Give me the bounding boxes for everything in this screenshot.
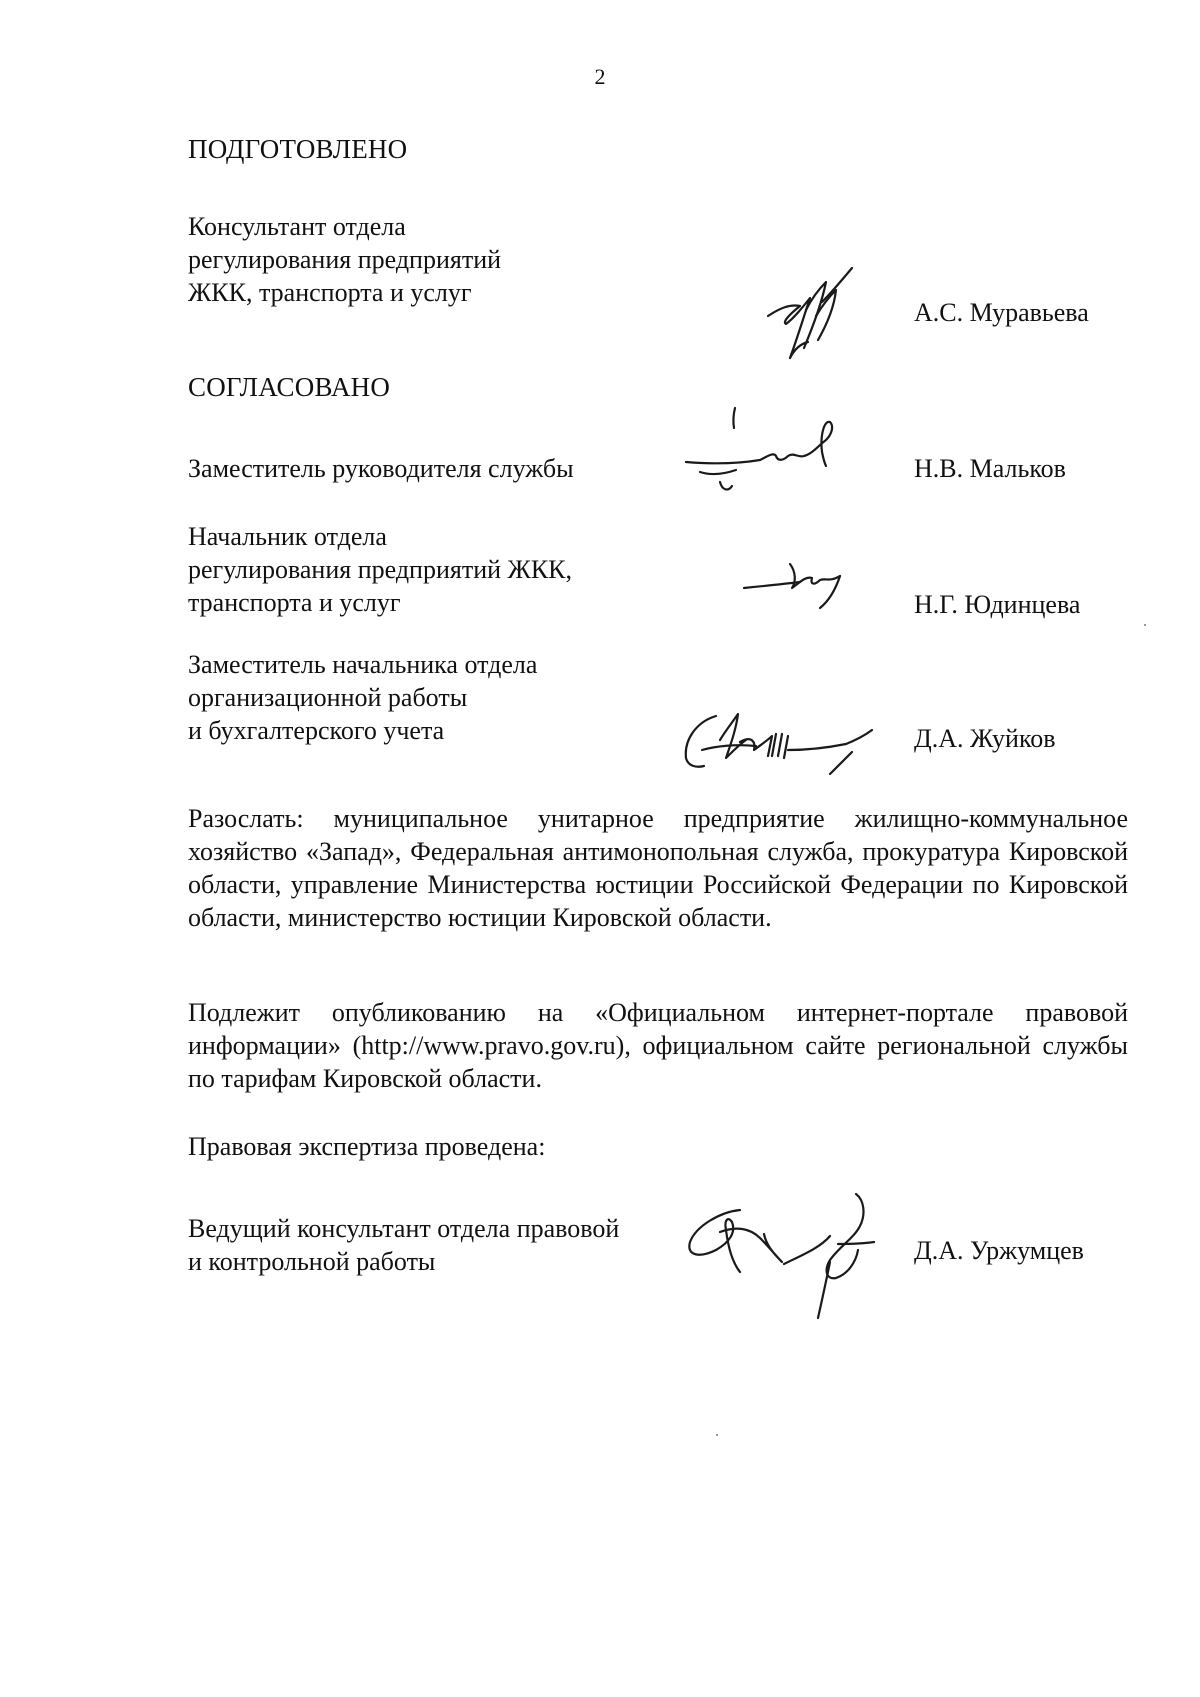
position-line: Ведущий консультант отдела правовой <box>188 1214 620 1243</box>
signer-name: Н.Г. Юдинцева <box>914 590 1081 619</box>
legal-review-heading: Правовая экспертиза проведена: <box>188 1132 546 1161</box>
distribution-paragraph: Разослать: муниципальное унитарное предприятие жилищно-коммунальное хозяйство «Запад», Федеральная антимонопольная служба, прокуратура Кировской области, управление Министерства юстиции Российской Федерации по Кировской области, министерство юстиции Кировской области. <box>188 804 1128 932</box>
position-line: ЖКК, транспорта и услуг <box>188 278 472 307</box>
signer-name: Н.В. Мальков <box>914 454 1066 483</box>
position-line: транспорта и услуг <box>188 588 401 617</box>
position-line: регулирования предприятий <box>188 245 502 274</box>
signer-name: А.С. Муравьева <box>914 298 1089 327</box>
prepared-heading: ПОДГОТОВЛЕНО <box>188 134 408 164</box>
position-line: и бухгалтерского учета <box>188 716 445 745</box>
signer-position <box>188 520 572 619</box>
signer-position <box>188 648 537 747</box>
legal-review-position <box>188 1212 619 1278</box>
position-line: регулирования предприятий ЖКК, <box>188 555 573 584</box>
scan-speck <box>716 1434 718 1436</box>
position-line: Заместитель руководителя службы <box>188 454 574 483</box>
publication-paragraph: Подлежит опубликованию на «Официальном интернет-портале правовой информации» (http://www.pravo.gov.ru), официальном сайте региональной службы по тарифам Кировской области. <box>188 998 1128 1093</box>
signature-malkov <box>680 400 860 510</box>
position-line: и контрольной работы <box>188 1247 436 1276</box>
scan-speck <box>1144 624 1146 626</box>
signer-position <box>188 452 574 485</box>
signature-muravyeva <box>760 258 880 378</box>
position-line: Начальник отдела <box>188 522 387 551</box>
agreed-heading: СОГЛАСОВАНО <box>188 372 391 402</box>
signer-name: Д.А. Жуйков <box>914 724 1056 753</box>
signature-zhuykov <box>676 700 886 780</box>
position-line: Консультант отдела <box>188 212 406 241</box>
signature-yudintseva <box>740 548 860 618</box>
position-line: организационной работы <box>188 683 468 712</box>
position-line: Заместитель начальника отдела <box>188 650 538 679</box>
prepared-position <box>188 210 501 309</box>
page-number: 2 <box>594 64 606 89</box>
signature-urzhumtsev <box>680 1186 920 1326</box>
signer-name: Д.А. Уржумцев <box>914 1236 1084 1265</box>
